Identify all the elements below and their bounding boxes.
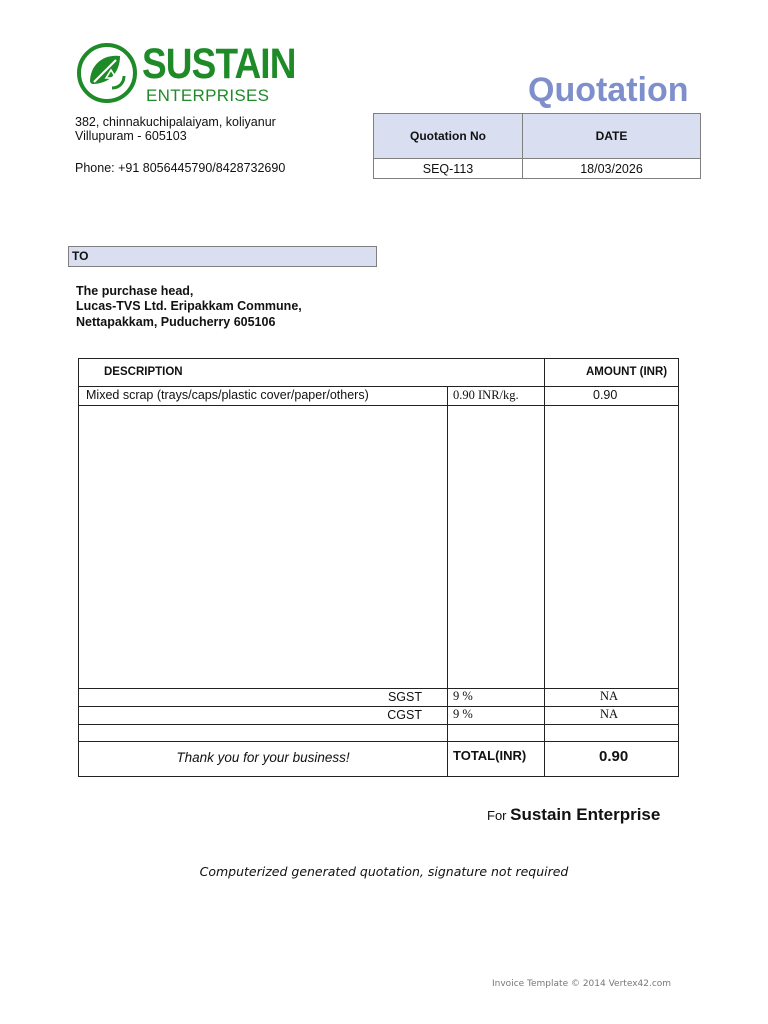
signature-note: Computerized generated quotation, signature not required — [199, 864, 569, 879]
total-label: TOTAL(INR) — [453, 748, 527, 763]
company-address-line2: Villupuram - 605103 — [75, 129, 187, 143]
quotation-meta-table — [373, 113, 701, 179]
document-title: Quotation — [528, 71, 689, 109]
template-credit: Invoice Template © 2014 Vertex42.com — [492, 979, 672, 989]
company-logo-name: SUSTAIN — [142, 40, 296, 88]
amount-header: AMOUNT (INR) — [586, 366, 668, 378]
signoff-company: Sustain Enterprise — [510, 805, 661, 824]
table-rule — [79, 741, 678, 742]
table-rule — [79, 706, 678, 707]
for-label: For — [487, 808, 507, 823]
cgst-rate: 9 % — [453, 707, 473, 721]
date-value: 18/03/2026 — [523, 159, 701, 179]
item-rate: 0.90 INR/kg. — [453, 388, 519, 402]
table-rule — [544, 359, 545, 776]
item-description: Mixed scrap (trays/caps/plastic cover/paper/others) — [86, 388, 369, 402]
date-header: DATE — [523, 114, 701, 159]
items-table — [78, 358, 679, 777]
sgst-amount: NA — [600, 689, 619, 703]
recycle-leaf-icon — [76, 42, 138, 104]
total-value: 0.90 — [599, 748, 629, 765]
cgst-label: CGST — [387, 708, 422, 722]
quotation-no-header: Quotation No — [374, 114, 523, 159]
company-address-line1: 382, chinnakuchipalaiyam, koliyanur — [75, 115, 276, 129]
table-rule — [447, 386, 448, 776]
item-amount: 0.90 — [593, 388, 618, 402]
recipient-line3: Nettapakkam, Puducherry 605106 — [76, 315, 276, 329]
company-logo-subtitle: ENTERPRISES — [146, 86, 270, 105]
thank-you-message: Thank you for your business! — [176, 750, 350, 765]
quotation-no-value: SEQ-113 — [374, 159, 523, 179]
recipient-line2: Lucas-TVS Ltd. Eripakkam Commune, — [76, 299, 302, 313]
table-rule — [79, 724, 678, 725]
table-rule — [79, 688, 678, 689]
sgst-rate: 9 % — [453, 689, 473, 703]
sgst-label: SGST — [387, 690, 422, 704]
to-label: TO — [68, 246, 377, 267]
recipient-line1: The purchase head, — [76, 284, 194, 298]
company-phone: Phone: +91 8056445790/8428732690 — [75, 161, 286, 175]
cgst-amount: NA — [600, 707, 619, 721]
description-header: DESCRIPTION — [104, 366, 183, 378]
table-rule — [79, 405, 678, 406]
signoff-line — [487, 804, 660, 827]
